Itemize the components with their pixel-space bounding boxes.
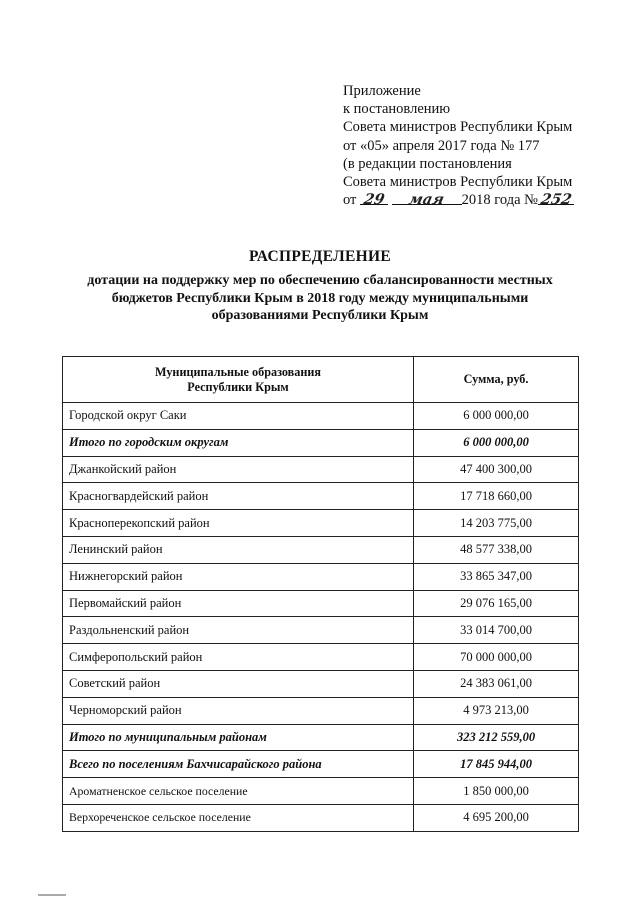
table-row — [63, 456, 579, 483]
document-title: РАСПРЕДЕЛЕНИЕ — [249, 248, 391, 265]
sum-cell: 17 718 660,00 — [414, 483, 579, 510]
table-row — [63, 617, 579, 644]
municipality-cell: Итого по городским округам — [63, 429, 414, 456]
table-row — [63, 751, 579, 778]
sum-cell: 6 000 000,00 — [414, 403, 579, 430]
sum-cell: 323 212 559,00 — [414, 724, 579, 751]
table-header-row — [63, 357, 579, 403]
annex-line: к постановлению — [343, 101, 451, 118]
sum-cell: 4 695 200,00 — [414, 804, 579, 831]
column-header-sum: Сумма, руб. — [414, 357, 579, 403]
municipality-cell: Итого по муниципальным районам — [63, 724, 414, 751]
table-row — [63, 403, 579, 430]
municipality-cell: Симферопольский район — [63, 644, 414, 671]
municipality-cell: Ароматненское сельское поселение — [63, 778, 414, 805]
table-row — [63, 483, 579, 510]
table-row — [63, 536, 579, 563]
annex-line: Приложение — [343, 83, 421, 99]
sum-cell: 17 845 944,00 — [414, 751, 579, 778]
date-number-handwritten: 252 — [539, 191, 574, 209]
date-year-text: 2018 года № — [461, 192, 538, 209]
table-row — [63, 778, 579, 805]
table-row — [63, 644, 579, 671]
annex-date-line — [343, 191, 574, 209]
municipality-cell: Черноморский район — [63, 697, 414, 724]
sum-cell: 4 973 213,00 — [414, 697, 579, 724]
municipality-cell: Красногвардейский район — [63, 483, 414, 510]
municipality-cell: Джанкойский район — [63, 456, 414, 483]
municipality-cell: Советский район — [63, 670, 414, 697]
sum-cell: 24 383 061,00 — [414, 670, 579, 697]
municipality-cell: Ленинский район — [63, 536, 414, 563]
municipality-cell: Первомайский район — [63, 590, 414, 617]
annex-line: Совета министров Республики Крым — [343, 174, 573, 191]
table-row — [63, 510, 579, 537]
sum-cell: 33 014 700,00 — [414, 617, 579, 644]
municipality-cell: Городской округ Саки — [63, 403, 414, 430]
sum-cell: 14 203 775,00 — [414, 510, 579, 537]
sum-cell: 48 577 338,00 — [414, 536, 579, 563]
sum-cell: 29 076 165,00 — [414, 590, 579, 617]
document-subtitle-line: образованиями Республики Крым — [211, 308, 429, 323]
municipality-cell: Верхореченское сельское поселение — [63, 804, 414, 831]
annex-line: от «05» апреля 2017 года № 177 — [343, 137, 540, 154]
date-day-handwritten: 29 — [362, 191, 387, 209]
document-subtitle-line: дотации на поддержку мер по обеспечению сбалансированности местных — [87, 273, 553, 288]
annex-line: Совета министров Республики Крым — [343, 119, 573, 136]
table-row — [63, 670, 579, 697]
document-subtitle-line: бюджетов Республики Крым в 2018 году между муниципальными — [111, 290, 529, 306]
sum-cell: 70 000 000,00 — [414, 644, 579, 671]
table-row — [63, 724, 579, 751]
annex-line: (в редакции постановления — [343, 155, 512, 172]
table-row — [63, 804, 579, 831]
sum-cell: 1 850 000,00 — [414, 778, 579, 805]
municipality-cell: Нижнегорский район — [63, 563, 414, 590]
annex-block — [343, 82, 574, 209]
distribution-table — [62, 356, 579, 832]
date-month-handwritten: мая — [407, 191, 446, 209]
sum-cell: 33 865 347,00 — [414, 563, 579, 590]
date-prefix: от — [343, 192, 357, 209]
sum-cell: 6 000 000,00 — [414, 429, 579, 456]
municipality-cell: Красноперекопский район — [63, 510, 414, 537]
table-row — [63, 697, 579, 724]
sum-cell: 47 400 300,00 — [414, 456, 579, 483]
table-row — [63, 590, 579, 617]
document-heading — [40, 248, 600, 325]
column-header-municipality: Муниципальные образования Республики Крым — [63, 357, 414, 403]
table-row — [63, 563, 579, 590]
municipality-cell: Всего по поселениям Бахчисарайского района — [63, 751, 414, 778]
table-row — [63, 429, 579, 456]
page-edge-mark — [38, 894, 66, 896]
municipality-cell: Раздольненский район — [63, 617, 414, 644]
